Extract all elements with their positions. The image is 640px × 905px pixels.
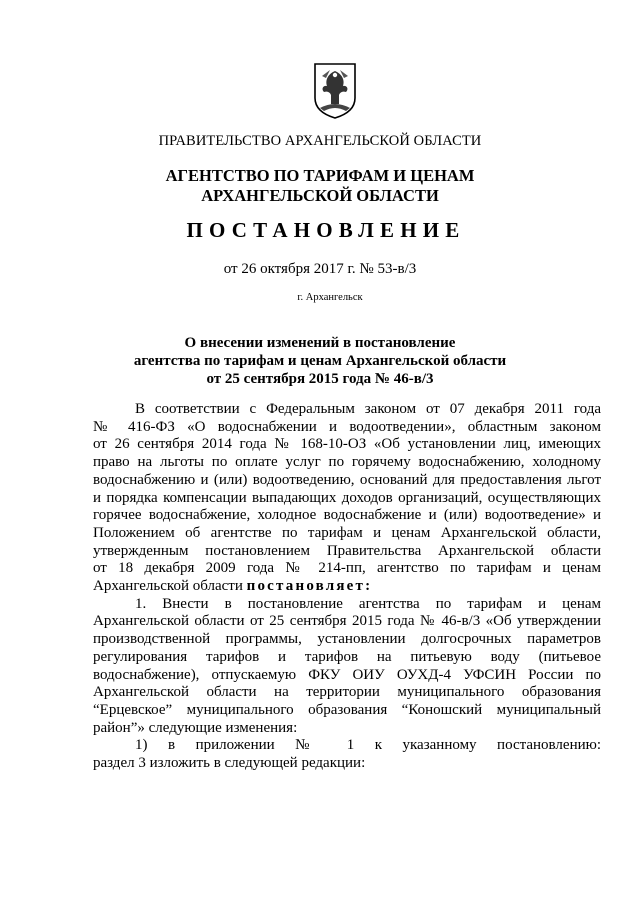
item-1-line: водоснабжение), отпускаемую ФКУ ОИУ ОУХД-4 УФСИН России по: [93, 666, 601, 683]
preamble-line: от 26 сентября 2014 года № 168-10-ОЗ «Об установлении лиц, имеющих: [93, 436, 601, 453]
city: г. Архангельск: [297, 292, 363, 303]
agency-name-line2: АРХАНГЕЛЬСКОЙ ОБЛАСТИ: [201, 186, 439, 205]
preamble-line: горячее водоснабжение, холодное водоснабжение и (или) водоотведение» и: [93, 507, 601, 524]
document-body: [93, 401, 601, 773]
preamble-line: от 18 декабря 2009 года № 214-пп, агентство по тарифам и ценам: [93, 560, 601, 577]
date-and-number: от 26 октября 2017 г. № 53-в/3: [223, 261, 417, 277]
item-1-line: производственной программы, установлении долгосрочных параметров: [93, 631, 601, 648]
resolves-word: постановляет:: [246, 578, 373, 595]
preamble-line: Положением об агентстве по тарифам и ценам Архангельской области,: [93, 524, 601, 541]
document-subject: [0, 334, 640, 388]
item-1-line: 1. Внести в постановление агентства по тарифам и ценам: [135, 595, 601, 612]
item-1-line: Архангельской области на территории муниципального образования: [93, 684, 601, 701]
subject-line3: от 25 сентября 2015 года № 46-в/3: [206, 371, 434, 387]
subitem-1-paragraph: [93, 737, 601, 772]
preamble-line: утвержденным постановлением Правительства Архангельской области: [93, 542, 601, 559]
preamble-line: № 416-ФЗ «О водоснабжении и водоотведении», областным законом: [93, 418, 601, 435]
item-1-line: Архангельской области от 25 сентября 2015 года № 46-в/3 «Об утверждении: [93, 613, 601, 630]
subject-line1: О внесении изменений в постановление: [184, 335, 456, 351]
item-1-line: регулирования тарифов и тарифов на питьевую воду (питьевое: [93, 648, 601, 665]
preamble-line: В соответствии с Федеральным законом от 07 декабря 2011 года: [135, 401, 601, 417]
preamble-last-text: Архангельской области: [93, 578, 243, 595]
coat-of-arms-emblem: [312, 58, 358, 120]
preamble-line: и порядка компенсации выпадающих доходов организаций, осуществляющих: [93, 489, 601, 506]
item-1-line: район”» следующие изменения:: [93, 719, 298, 736]
item-1-line: “Ерцевское” муниципального образования “Коношский муниципальный: [93, 701, 601, 718]
government-name: ПРАВИТЕЛЬСТВО АРХАНГЕЛЬСКОЙ ОБЛАСТИ: [158, 133, 482, 149]
document-type: ПОСТАНОВЛЕНИЕ: [186, 218, 466, 242]
subject-line2: агентства по тарифам и ценам Архангельской области: [133, 353, 507, 369]
agency-name-line1: АГЕНТСТВО ПО ТАРИФАМ И ЦЕНАМ: [165, 166, 475, 185]
item-1-paragraph: [93, 596, 601, 738]
preamble-paragraph: [93, 401, 601, 596]
subitem-1-line: раздел 3 изложить в следующей редакции:: [93, 755, 366, 772]
agency-name: [0, 166, 640, 206]
preamble-last-line: [93, 578, 601, 596]
preamble-line: водоснабжению и (или) водоотведению, оснований для предоставления льгот: [93, 471, 601, 488]
preamble-line: право на льготы по оплате услуг по горячему водоснабжению, холодному: [93, 454, 601, 471]
subitem-1-line: 1) в приложении № 1 к указанному постановлению:: [135, 737, 601, 754]
